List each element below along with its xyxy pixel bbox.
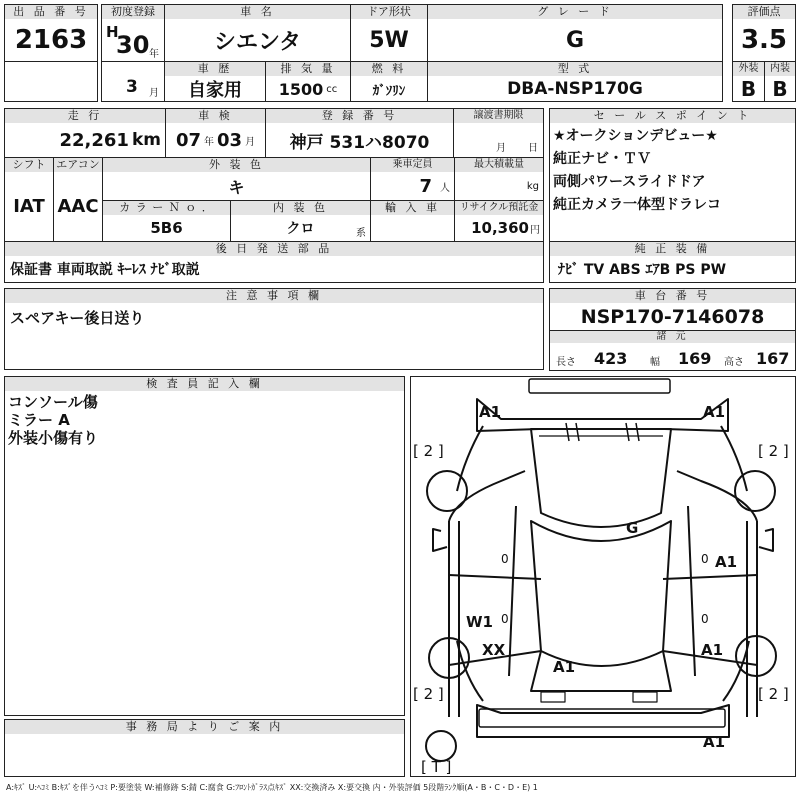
mirror-right-shape [759,529,773,551]
shift-cell [4,157,54,242]
fuel-cell [350,61,428,102]
fuel-value: ｶﾞｿﾘﾝ [372,83,406,99]
tire-label-front-left: [ 2 ] [413,442,444,460]
fuel-label: 燃 料 [351,62,427,76]
damage-mark-right-rear-fender: A1 [701,641,724,659]
history-cell [164,61,266,102]
tire-front-left [427,471,467,511]
roof-shape [531,521,671,666]
inspector-notes-list [5,391,404,447]
model-code-label: 型 式 [428,62,722,76]
damage-mark-front-left: A1 [479,403,502,421]
sales-points-cell [549,108,796,258]
import-cell [370,200,455,242]
later-parts-cell [4,241,544,283]
shift-value: IAT [13,196,45,217]
notes-cell [4,288,544,370]
displacement-cell [265,61,351,102]
import-value [371,215,454,241]
inspector-note: 外装小傷有り [8,429,99,447]
inspector-notes-cell [4,376,405,716]
spare-tire-label: [ T ] [421,758,452,776]
rear-lamp-right [633,692,657,702]
sales-points-label: セ ー ル ス ポ イ ン ト [550,109,795,123]
office-notes-label: 事 務 局 よ り ご 案 内 [5,720,404,734]
int-color-value: クロ [286,221,315,237]
max-load-unit: kg [526,180,539,192]
later-parts-value: 保証書 車両取説 ｷｰﾚｽ ﾅﾋﾞ取説 [10,262,200,278]
width-label: 幅 [650,357,660,368]
interior-score-cell [764,61,796,102]
ext-color-label: 外 装 色 [103,158,370,172]
transfer-deadline-cell [453,108,544,158]
max-load-label: 最大積載量 [455,158,543,172]
sales-points-list [550,123,795,217]
grade-label: グ レ ー ド [428,5,722,19]
transfer-day-unit: 日 [528,143,538,154]
history-label: 車 歴 [165,62,265,76]
car-name-cell [164,4,351,62]
displacement-unit: cc [326,83,338,95]
max-load-cell [454,157,544,201]
mileage-label: 走 行 [5,109,165,123]
rear-deck-shape [477,705,729,737]
capacity-unit: 人 [440,182,450,194]
capacity-value: 7 [419,175,432,197]
rear-lamp-left [541,692,565,702]
first-reg-month-cell [101,61,165,102]
length-label: 長さ [556,357,576,368]
length-value: 423 [594,349,628,368]
color-no-label: カ ラ ー Ｎ ｏ ． [103,201,230,215]
score-value: 3.5 [740,25,788,55]
mileage-value: 22,261 [59,129,129,151]
grade-value: G [565,27,585,53]
door-label: ドア形状 [351,5,427,19]
inspection-cell [165,108,266,158]
reg-no-cell [265,108,454,158]
model-code-value: DBA-NSP170G [507,79,643,99]
first-reg-cell [101,4,165,62]
mileage-cell [4,108,166,158]
windshield-marks [566,423,639,441]
chassis-no-label: 車 台 番 号 [550,289,795,303]
first-reg-label: 初度登録 [102,5,164,19]
displacement-label: 排 気 量 [266,62,350,76]
tire-label-rear-left: [ 2 ] [413,685,444,703]
first-reg-month: 3 [126,77,138,97]
ext-color-cell [102,157,371,201]
shift-label: シフト [5,158,53,172]
panel-mark-left-front: 0 [501,552,509,566]
capacity-label: 乗車定員 [371,158,454,172]
hood-shape [531,429,671,527]
genuine-equip-cell [549,241,796,283]
front-wheel-arch-right [721,426,747,491]
aircon-label: エアコン [54,158,102,172]
inspection-year: 07 [175,129,201,151]
inspector-notes-label: 検 査 員 記 入 欄 [5,377,404,391]
first-reg-year-unit: 年 [149,49,159,60]
inspector-note: ミラー A [8,411,70,429]
body-left-side [449,521,459,717]
transfer-deadline-label: 譲渡書期限 [454,109,543,123]
recycle-value: 10,360 [471,219,529,237]
roof-rail-left [509,506,516,676]
first-reg-year: 30 [116,31,150,59]
recycle-cell [454,200,544,242]
history-value: 自家用 [188,80,242,101]
sales-point: 両側パワースライドドア [553,174,706,190]
car-name-value: シエンタ [213,29,302,55]
dimensions-label: 諸 元 [550,331,795,343]
mirror-left-shape [433,529,447,551]
grade-cell [427,4,723,62]
car-diagram-panel [410,376,796,777]
car-diagram [411,377,795,776]
later-parts-label: 後 日 発 送 部 品 [5,242,543,256]
transfer-month-unit: 月 [496,143,506,154]
height-label: 高さ [724,357,744,368]
panel-mark-right-front: 0 [701,552,709,566]
panel-mark-left-rear: 0 [501,612,509,626]
body-right-side [747,521,757,717]
int-color-cell [230,200,371,242]
sales-point: 純正カメラ一体型ドラレコ [553,197,721,213]
interior-label: 内装 [765,62,795,76]
sales-point: 純正ナビ・ＴＶ [553,151,651,167]
int-color-unit: 系 [356,228,366,239]
dimensions-cell [549,330,796,371]
capacity-cell [370,157,455,201]
inspector-note: コンソール傷 [8,393,98,411]
lot-no-label: 出 品 番 号 [5,5,97,19]
inspection-month-unit: 月 [245,136,256,148]
rear-bumper-shape [479,709,725,727]
height-value: 167 [756,349,790,368]
exterior-label: 外装 [733,62,764,76]
damage-mark-left-rear-fender: XX [482,641,506,659]
front-nose-shape [477,399,728,431]
score-cell [732,4,796,62]
exterior-score-cell [732,61,765,102]
roof-rail-right [688,506,695,676]
sales-point: ★オークションデビュー★ [553,128,718,144]
model-code-cell [427,61,723,102]
aircon-cell [53,157,103,242]
tire-front-right [735,471,775,511]
damage-mark-windshield: G [626,519,639,537]
mileage-unit: km [131,130,161,150]
reg-no-label: 登 録 番 号 [266,109,453,123]
tire-spare [426,731,456,761]
score-label: 評価点 [733,5,795,19]
import-label: 輸 入 車 [371,201,454,215]
damage-mark-rear-bumper: A1 [703,733,726,751]
front-wheel-arch-left [457,426,483,491]
door-cell [350,4,428,62]
door-value: 5W [369,27,409,53]
damage-mark-rear-window: A1 [553,658,576,676]
exterior-score-value: B [740,77,757,101]
recycle-unit: 円 [530,224,540,236]
lot-no-value: 2163 [14,25,88,55]
damage-mark-right-front-door: A1 [715,553,738,571]
tire-label-front-right: [ 2 ] [758,442,789,460]
damage-mark-front-right: A1 [703,403,726,421]
front-bumper-shape [529,379,670,393]
chassis-no-value: NSP170-7146078 [580,305,765,328]
interior-score-value: B [772,77,788,101]
ext-color-value: キ [228,177,245,197]
genuine-equip-value: ﾅﾋﾞ TV ABS ｴｱB PS PW [558,262,727,278]
first-reg-month-unit: 月 [149,88,159,99]
color-no-cell [102,200,231,242]
aircon-value: AAC [57,196,99,217]
displacement-value: 1500 [278,79,324,99]
lot-no-cell [4,4,98,62]
tire-label-rear-right: [ 2 ] [758,685,789,703]
lot-no-blank [4,61,98,102]
first-reg-era: H [106,23,119,41]
chassis-no-cell [549,288,796,331]
office-notes-cell [4,719,405,777]
width-value: 169 [678,349,712,368]
reg-no-value: 神戸 531ハ8070 [289,132,430,153]
panel-mark-right-rear: 0 [701,612,709,626]
rear-wheel-arch-left [457,641,483,701]
inspection-month: 03 [217,129,243,151]
damage-mark-left-rear-door: W1 [466,613,493,631]
car-name-label: 車 名 [165,5,350,19]
int-color-label: 内 装 色 [231,201,370,215]
notes-value: スペアキー後日送り [10,309,145,327]
damage-legend: A:ｷｽﾞ U:ﾍｺﾐ B:ｷｽﾞを伴うﾍｺﾐ P:要塗装 W:補修跡 S:錆 C:腐食 G:ﾌﾛﾝﾄｶﾞﾗｽ点ｷｽﾞ XX:交換済み X:要交換 内・外装評価 5段階ﾗﾝｸ順(A・B・C・D・E) 1 [6,783,538,792]
genuine-equip-label: 純 正 装 備 [550,242,795,256]
inspection-label: 車 検 [166,109,265,123]
inspection-year-unit: 年 [204,136,214,148]
notes-label: 注 意 事 項 欄 [5,289,543,303]
recycle-label: リサイクル預託金 [455,201,543,215]
color-no-value: 5B6 [150,219,183,237]
